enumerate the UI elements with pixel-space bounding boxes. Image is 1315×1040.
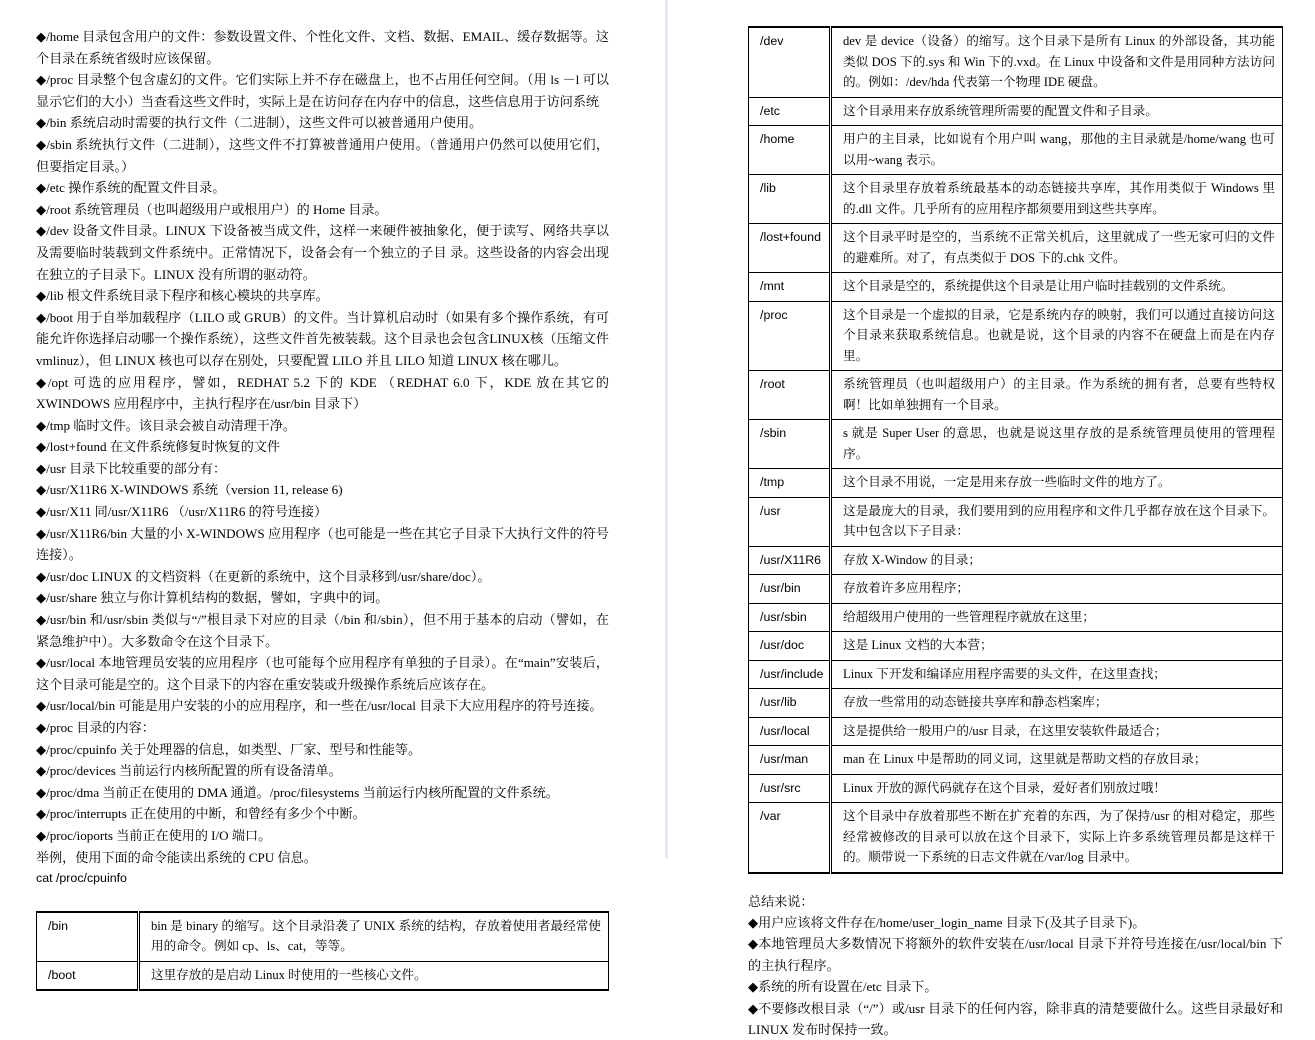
directory-path-cell: /usr/sbin: [749, 603, 831, 632]
body-paragraph: ◆/proc 目录的内容：: [36, 717, 609, 739]
directory-path-cell: /lost+found: [749, 224, 831, 273]
body-paragraph: ◆/opt 可选的应用程序，譬如，REDHAT 5.2 下的 KDE （REDHAT 6.0 下，KDE 放在其它的 XWINDOWS 应用程序中，主执行程序在/usr/bin 目录下）: [36, 372, 609, 415]
left-page-body-text: [36, 26, 609, 868]
table-row: [749, 97, 1283, 126]
body-paragraph: ◆/usr/X11 同/usr/X11R6 （/usr/X11R6 的符号连接）: [36, 501, 609, 523]
table-row: [749, 803, 1283, 873]
directory-description-cell: 存放一些常用的动态链接共享库和静态档案库；: [831, 689, 1283, 718]
directory-description-cell: 这个目录是一个虚拟的目录，它是系统内存的映射，我们可以通过直接访问这个目录来获取系统信息。也就是说，这个目录的内容不在硬盘上而是在内存里。: [831, 301, 1283, 371]
body-paragraph: ◆/usr/X11R6 X-WINDOWS 系统（version 11, release 6): [36, 479, 609, 501]
directory-description-cell: dev 是 device（设备）的缩写。这个目录下是所有 Linux 的外部设备，其功能类似 DOS 下的.sys 和 Win 下的.vxd。在 Linux 中设备和文件是用同种方法访问的。例如：/dev/hda 代表第一个物理 IDE 硬盘。: [831, 27, 1283, 97]
directory-path-cell: /usr/src: [749, 774, 831, 803]
directory-description-cell: 这个目录中存放着那些不断在扩充着的东西，为了保持/usr 的相对稳定，那些经常被修改的目录可以放在这个目录下，实际上许多系统管理员都是这样干的。顺带说一下系统的日志文件就在/var/log 目录中。: [831, 803, 1283, 873]
directory-path-cell: /usr/lib: [749, 689, 831, 718]
directory-description-cell: 用户的主目录，比如说有个用户叫 wang，那他的主目录就是/home/wang 也可以用~wang 表示。: [831, 126, 1283, 175]
table-row: [749, 689, 1283, 718]
table-row: [749, 546, 1283, 575]
table-row: [749, 774, 1283, 803]
body-paragraph: ◆/usr/share 独立与你计算机结构的数据，譬如，字典中的词。: [36, 587, 609, 609]
table-row: [749, 27, 1283, 97]
table-row: [749, 273, 1283, 302]
body-paragraph: ◆/usr/bin 和/usr/sbin 类似与“/”根目录下对应的目录（/bin 和/sbin），但不用于基本的启动（譬如，在紧急维护中）。大多数命令在这个目录下。: [36, 609, 609, 652]
directory-path-cell: /usr/local: [749, 717, 831, 746]
table-row: [749, 717, 1283, 746]
body-paragraph: 举例，使用下面的命令能读出系统的 CPU 信息。: [36, 847, 609, 869]
directory-path-cell: /mnt: [749, 273, 831, 302]
summary-item: ◆不要修改根目录（“/”）或/usr 目录下的任何内容，除非真的清楚要做什么。这些目录最好和 LINUX 发布时保持一致。: [748, 998, 1283, 1040]
body-paragraph: ◆/proc/interrupts 正在使用的中断，和曾经有多少个中断。: [36, 803, 609, 825]
summary-section: [748, 891, 1283, 1040]
body-paragraph: ◆/proc 目录整个包含虚幻的文件。它们实际上并不存在磁盘上，也不占用任何空间。（用 ls －l 可以显示它们的大小）当查看这些文件时，实际上是在访问存在内存中的信息，这些信息用于访问系统: [36, 69, 609, 112]
body-paragraph: ◆/usr 目录下比较重要的部分有：: [36, 458, 609, 480]
body-paragraph: ◆/usr/X11R6/bin 大量的小 X-WINDOWS 应用程序（也可能是一些在其它子目录下大执行文件的符号连接）。: [36, 523, 609, 566]
directory-path-cell: /root: [749, 371, 831, 420]
directory-description-cell: bin 是 binary 的缩写。这个目录沿袭了 UNIX 系统的结构，存放着使用者最经常使用的命令。例如 cp、ls、cat，等等。: [139, 912, 609, 962]
directory-path-cell: /usr/X11R6: [749, 546, 831, 575]
directory-path-cell: /tmp: [749, 469, 831, 498]
directory-description-cell: 系统管理员（也叫超级用户）的主目录。作为系统的拥有者，总要有些特权啊！比如单独拥有一个目录。: [831, 371, 1283, 420]
body-paragraph: ◆/proc/dma 当前正在使用的 DMA 通道。/proc/filesystems 当前运行内核所配置的文件系统。: [36, 782, 609, 804]
body-paragraph: ◆/usr/local 本地管理员安装的应用程序（也可能每个应用程序有单独的子目录）。在“main”安装后，这个目录可能是空的。这个目录下的内容在重安装或升级操作系统后应该存在。: [36, 652, 609, 695]
table-row: [749, 746, 1283, 775]
body-paragraph: ◆/tmp 临时文件。该目录会被自动清理干净。: [36, 415, 609, 437]
left-page-column: [0, 0, 665, 991]
directory-path-cell: /etc: [749, 97, 831, 126]
directory-description-cell: 这个目录里存放着系统最基本的动态链接共享库，其作用类似于 Windows 里的.dll 文件。几乎所有的应用程序都须要用到这些共享库。: [831, 175, 1283, 224]
table-row: [749, 575, 1283, 604]
table-row: [749, 126, 1283, 175]
body-paragraph: ◆/etc 操作系统的配置文件目录。: [36, 177, 609, 199]
directory-path-cell: /lib: [749, 175, 831, 224]
directory-path-cell: /usr/man: [749, 746, 831, 775]
directory-path-cell: /usr: [749, 497, 831, 546]
directory-description-cell: 存放 X-Window 的目录；: [831, 546, 1283, 575]
summary-item: ◆系统的所有设置在/etc 目录下。: [748, 976, 1283, 997]
summary-item: ◆本地管理员大多数情况下将额外的软件安装在/usr/local 目录下并符号连接在/usr/local/bin 下的主执行程序。: [748, 933, 1283, 976]
directory-path-cell: /usr/include: [749, 660, 831, 689]
directory-description-cell: 这个目录不用说，一定是用来存放一些临时文件的地方了。: [831, 469, 1283, 498]
directory-path-cell: /var: [749, 803, 831, 873]
right-directory-table: [748, 26, 1283, 874]
body-paragraph: ◆/proc/devices 当前运行内核所配置的所有设备清单。: [36, 760, 609, 782]
directory-description-cell: 这个目录平时是空的，当系统不正常关机后，这里就成了一些无家可归的文件的避难所。对了，有点类似于 DOS 下的.chk 文件。: [831, 224, 1283, 273]
directory-description-cell: s 就是 Super User 的意思，也就是说这里存放的是系统管理员使用的管理程序。: [831, 420, 1283, 469]
directory-description-cell: Linux 下开发和编译应用程序需要的头文件，在这里查找；: [831, 660, 1283, 689]
body-paragraph: ◆/boot 用于自举加载程序（LILO 或 GRUB）的文件。当计算机启动时（如果有多个操作系统，有可能允许你选择启动哪一个操作系统），这些文件首先被装载。这个目录也会包含LINUX核（压缩文件vmlinuz），但 LINUX 核也可以存在别处，只要配置 LILO 并且 LILO 知道 LINUX 核在哪儿。: [36, 307, 609, 372]
directory-path-cell: /usr/doc: [749, 632, 831, 661]
directory-description-cell: 这个目录用来存放系统管理所需要的配置文件和子目录。: [831, 97, 1283, 126]
table-row: [749, 603, 1283, 632]
directory-path-cell: /proc: [749, 301, 831, 371]
body-paragraph: ◆/usr/doc LINUX 的文档资料（在更新的系统中，这个目录移到/usr/share/doc）。: [36, 566, 609, 588]
directory-description-cell: 这是最庞大的目录，我们要用到的应用程序和文件几乎都存放在这个目录下。其中包含以下子目录：: [831, 497, 1283, 546]
table-row: [749, 175, 1283, 224]
directory-path-cell: /dev: [749, 27, 831, 97]
body-paragraph: ◆/usr/local/bin 可能是用户安装的小的应用程序，和一些在/usr/local 目录下大应用程序的符号连接。: [36, 695, 609, 717]
table-row: [37, 912, 609, 962]
table-row: [749, 497, 1283, 546]
table-row: [749, 301, 1283, 371]
body-paragraph: ◆/lost+found 在文件系统修复时恢复的文件: [36, 436, 609, 458]
table-row: [749, 632, 1283, 661]
directory-path-cell: /boot: [37, 961, 139, 990]
directory-path-cell: /usr/bin: [749, 575, 831, 604]
directory-path-cell: /home: [749, 126, 831, 175]
directory-path-cell: /bin: [37, 912, 139, 962]
summary-item: ◆用户应该将文件存在/home/user_login_name 目录下(及其子目录下)。: [748, 912, 1283, 933]
directory-path-cell: /sbin: [749, 420, 831, 469]
directory-description-cell: man 在 Linux 中是帮助的同义词，这里就是帮助文档的存放目录；: [831, 746, 1283, 775]
table-row: [37, 961, 609, 990]
directory-description-cell: 这个目录是空的，系统提供这个目录是让用户临时挂载别的文件系统。: [831, 273, 1283, 302]
body-paragraph: ◆/proc/ioports 当前正在使用的 I/O 端口。: [36, 825, 609, 847]
body-paragraph: ◆/home 目录包含用户的文件：参数设置文件、个性化文件、文档、数据、EMAIL、缓存数据等。这个目录在系统省级时应该保留。: [36, 26, 609, 69]
table-row: [749, 660, 1283, 689]
body-paragraph: ◆/root 系统管理员（也叫超级用户或根用户）的 Home 目录。: [36, 199, 609, 221]
table-row: [749, 420, 1283, 469]
directory-description-cell: 给超级用户使用的一些管理程序就放在这里；: [831, 603, 1283, 632]
table-row: [749, 469, 1283, 498]
body-paragraph: ◆/sbin 系统执行文件（二进制），这些文件不打算被普通用户使用。（普通用户仍然可以使用它们，但要指定目录。）: [36, 134, 609, 177]
body-paragraph: ◆/dev 设备文件目录。LINUX 下设备被当成文件，这样一来硬件被抽象化，便于读写、网络共享以及需要临时装载到文件系统中。正常情况下，设备会有一个独立的子目 录。这些设备的内容会出现在独立的子目录下。LINUX 没有所谓的驱动符。: [36, 220, 609, 285]
table-row: [749, 224, 1283, 273]
body-paragraph: ◆/proc/cpuinfo 关于处理器的信息，如类型、厂家、型号和性能等。: [36, 739, 609, 761]
right-page-column: [668, 0, 1315, 1040]
summary-heading: 总结来说：: [748, 891, 1283, 912]
table-row: [749, 371, 1283, 420]
directory-description-cell: 存放着许多应用程序；: [831, 575, 1283, 604]
directory-description-cell: 这里存放的是启动 Linux 时使用的一些核心文件。: [139, 961, 609, 990]
directory-description-cell: 这是提供给一般用户的/usr 目录，在这里安装软件最适合；: [831, 717, 1283, 746]
left-directory-table: [36, 911, 609, 992]
directory-description-cell: 这是 Linux 文档的大本营；: [831, 632, 1283, 661]
body-paragraph: ◆/bin 系统启动时需要的执行文件（二进制），这些文件可以被普通用户使用。: [36, 112, 609, 134]
body-paragraph: ◆/lib 根文件系统目录下程序和核心模块的共享库。: [36, 285, 609, 307]
shell-command-line: cat /proc/cpuinfo: [36, 868, 609, 890]
directory-description-cell: Linux 开放的源代码就存在这个目录，爱好者们别放过哦！: [831, 774, 1283, 803]
